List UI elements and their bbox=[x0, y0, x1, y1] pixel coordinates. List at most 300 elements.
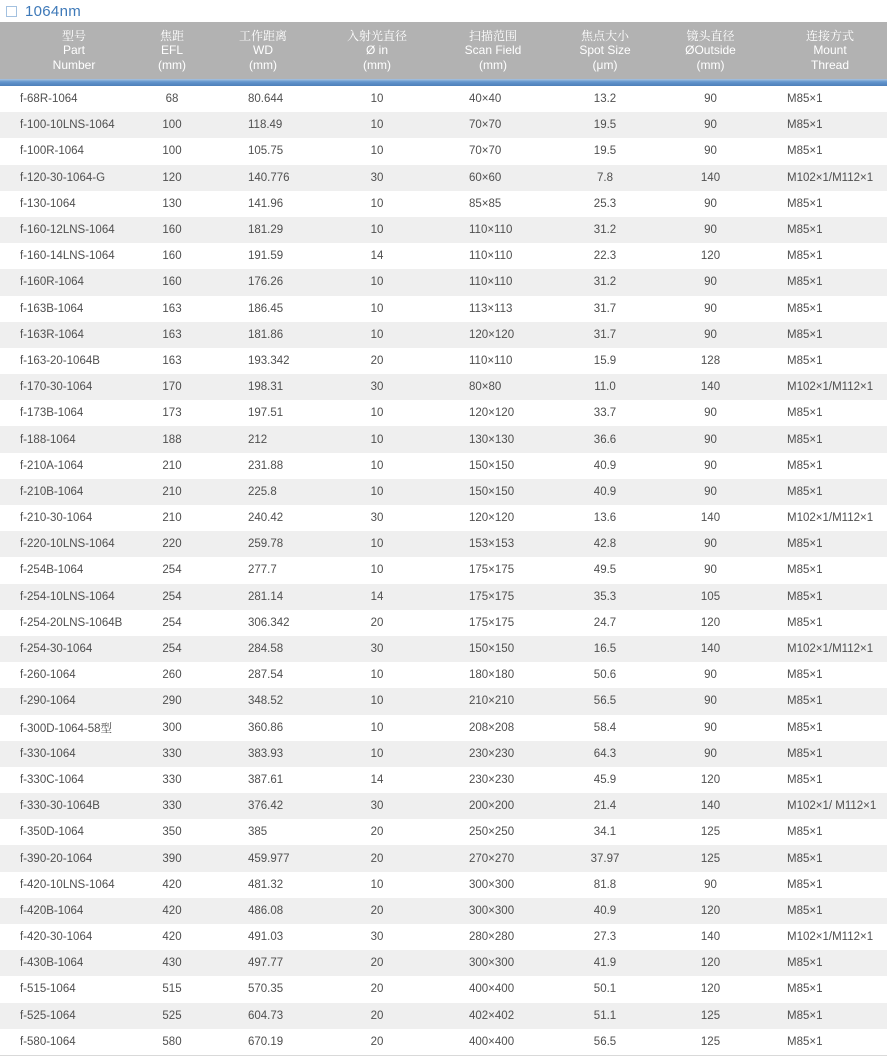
table-row bbox=[0, 819, 887, 845]
column-header-mount-thread: 连接方式 Mount Thread bbox=[805, 28, 854, 72]
table-cell: 160 bbox=[162, 276, 182, 289]
table-cell: M85×1 bbox=[787, 328, 823, 341]
table-cell: 90 bbox=[704, 276, 717, 289]
table-row bbox=[0, 191, 887, 217]
table-cell: f-254-30-1064 bbox=[20, 643, 93, 656]
table-cell: M85×1 bbox=[787, 302, 823, 315]
table-cell: 20 bbox=[370, 852, 384, 865]
table-cell: f-100R-1064 bbox=[20, 145, 84, 158]
table-row bbox=[0, 1003, 887, 1029]
table-cell: 10 bbox=[370, 747, 384, 760]
table-cell: 14 bbox=[370, 773, 384, 786]
table-cell: 37.97 bbox=[590, 852, 620, 865]
table-cell: 7.8 bbox=[597, 171, 613, 184]
table-cell: 125 bbox=[700, 826, 721, 839]
table-cell: 163 bbox=[162, 328, 182, 341]
table-cell: 70×70 bbox=[469, 119, 502, 132]
table-cell: 10 bbox=[370, 407, 384, 420]
table-cell: 300×300 bbox=[469, 904, 515, 917]
table-cell: 80×80 bbox=[469, 381, 502, 394]
table-cell: 385 bbox=[248, 826, 268, 839]
table-row bbox=[0, 557, 887, 583]
table-cell: 14 bbox=[370, 590, 384, 603]
table-cell: f-390-20-1064 bbox=[20, 852, 93, 865]
table-row bbox=[0, 165, 887, 191]
table-cell: 80.644 bbox=[248, 93, 284, 106]
table-cell: 56.5 bbox=[593, 695, 617, 708]
table-cell: 170 bbox=[162, 381, 182, 394]
table-cell: 13.2 bbox=[593, 93, 617, 106]
table-cell: 10 bbox=[370, 328, 384, 341]
table-cell: f-210A-1064 bbox=[20, 459, 84, 472]
column-header-part-number: 型号 Part Number bbox=[52, 28, 96, 72]
table-cell: 160 bbox=[162, 224, 182, 237]
table-cell: M85×1 bbox=[787, 826, 823, 839]
table-row bbox=[0, 610, 887, 636]
table-cell: 376.42 bbox=[248, 800, 284, 813]
table-cell: 51.1 bbox=[593, 1009, 617, 1022]
table-cell: 30 bbox=[370, 381, 384, 394]
table-cell: 10 bbox=[370, 538, 384, 551]
table-cell: 15.9 bbox=[593, 354, 617, 367]
table-cell: 30 bbox=[370, 171, 384, 184]
table-cell: 290 bbox=[162, 695, 182, 708]
table-cell: M85×1 bbox=[787, 616, 823, 629]
table-cell: f-350D-1064 bbox=[20, 826, 84, 839]
table-cell: 20 bbox=[370, 616, 384, 629]
table-cell: f-420-10LNS-1064 bbox=[20, 878, 115, 891]
table-cell: 300×300 bbox=[469, 878, 515, 891]
table-cell: 210×210 bbox=[469, 695, 515, 708]
table-cell: 670.19 bbox=[248, 1035, 284, 1048]
table-cell: 360.86 bbox=[248, 721, 284, 734]
table-header-row bbox=[0, 22, 887, 79]
table-cell: 306.342 bbox=[248, 616, 290, 629]
header-divider-bar bbox=[0, 79, 887, 86]
table-cell: 85×85 bbox=[469, 197, 502, 210]
table-cell: 60×60 bbox=[469, 171, 502, 184]
table-cell: 150×150 bbox=[469, 459, 515, 472]
table-cell: 491.03 bbox=[248, 931, 284, 944]
table-cell: 225.8 bbox=[248, 485, 277, 498]
table-cell: 140.776 bbox=[248, 171, 290, 184]
section-title-label: 1064nm bbox=[25, 2, 82, 20]
column-header-scan-field: 扫描范围 Scan Field (mm) bbox=[464, 28, 522, 72]
table-cell: M85×1 bbox=[787, 773, 823, 786]
table-row bbox=[0, 217, 887, 243]
table-cell: 197.51 bbox=[248, 407, 284, 420]
table-body bbox=[0, 86, 887, 1056]
table-cell: 20 bbox=[370, 354, 384, 367]
table-cell: 50.6 bbox=[593, 669, 617, 682]
table-cell: 208×208 bbox=[469, 721, 515, 734]
table-cell: 198.31 bbox=[248, 381, 284, 394]
table-cell: 11.0 bbox=[594, 381, 616, 394]
table-cell: 175×175 bbox=[469, 590, 515, 603]
table-cell: M85×1 bbox=[787, 957, 823, 970]
table-cell: 604.73 bbox=[248, 1009, 284, 1022]
table-cell: f-210-30-1064 bbox=[20, 512, 93, 525]
table-row bbox=[0, 426, 887, 452]
table-cell: M85×1 bbox=[787, 904, 823, 917]
table-cell: 140 bbox=[700, 643, 721, 656]
table-cell: 81.8 bbox=[593, 878, 617, 891]
table-cell: 90 bbox=[704, 145, 717, 158]
table-cell: 10 bbox=[370, 459, 384, 472]
table-cell: 120 bbox=[700, 957, 721, 970]
table-cell: 300 bbox=[162, 721, 182, 734]
table-cell: 193.342 bbox=[248, 354, 290, 367]
table-cell: 330 bbox=[162, 747, 182, 760]
table-cell: 10 bbox=[370, 197, 384, 210]
table-cell: 20 bbox=[370, 983, 384, 996]
column-header-wd: 工作距离 WD (mm) bbox=[238, 28, 287, 72]
table-cell: 277.7 bbox=[248, 564, 277, 577]
table-cell: 186.45 bbox=[248, 302, 284, 315]
table-cell: f-254B-1064 bbox=[20, 564, 84, 577]
table-cell: 390 bbox=[162, 852, 182, 865]
table-row bbox=[0, 400, 887, 426]
table-cell: 580 bbox=[162, 1035, 182, 1048]
table-cell: M85×1 bbox=[787, 119, 823, 132]
table-cell: 40.9 bbox=[593, 459, 617, 472]
table-cell: 348.52 bbox=[248, 695, 284, 708]
table-row bbox=[0, 374, 887, 400]
table-cell: 10 bbox=[370, 695, 384, 708]
table-cell: 110×110 bbox=[469, 224, 513, 237]
table-cell: 100 bbox=[162, 145, 182, 158]
table-cell: 330 bbox=[162, 773, 182, 786]
table-cell: f-210B-1064 bbox=[20, 485, 84, 498]
section-title bbox=[0, 0, 887, 22]
table-cell: 130 bbox=[162, 197, 182, 210]
table-cell: 163 bbox=[162, 302, 182, 315]
table-cell: M85×1 bbox=[787, 1009, 823, 1022]
table-row bbox=[0, 296, 887, 322]
table-cell: 150×150 bbox=[469, 643, 515, 656]
table-cell: 90 bbox=[704, 695, 717, 708]
table-cell: 430 bbox=[162, 957, 182, 970]
table-cell: 90 bbox=[704, 224, 717, 237]
table-cell: 420 bbox=[162, 878, 182, 891]
table-cell: 24.7 bbox=[593, 616, 617, 629]
table-cell: M85×1 bbox=[787, 459, 823, 472]
table-cell: 25.3 bbox=[593, 197, 617, 210]
table-row bbox=[0, 793, 887, 819]
table-cell: 31.7 bbox=[593, 302, 617, 315]
table-cell: f-430B-1064 bbox=[20, 957, 84, 970]
table-cell: f-100-10LNS-1064 bbox=[20, 119, 115, 132]
table-cell: 20 bbox=[370, 1035, 384, 1048]
table-cell: M85×1 bbox=[787, 433, 823, 446]
table-cell: 300×300 bbox=[469, 957, 515, 970]
table-cell: f-330-1064 bbox=[20, 747, 76, 760]
table-cell: 110×110 bbox=[469, 250, 513, 263]
table-cell: M85×1 bbox=[787, 224, 823, 237]
table-cell: f-254-20LNS-1064B bbox=[20, 616, 123, 629]
table-cell: 181.29 bbox=[248, 224, 284, 237]
column-header-spot-size: 焦点大小 Spot Size (μm) bbox=[579, 28, 631, 72]
table-cell: 175×175 bbox=[469, 564, 515, 577]
table-cell: M85×1 bbox=[787, 250, 823, 263]
table-row bbox=[0, 845, 887, 871]
table-row bbox=[0, 1029, 887, 1055]
table-row bbox=[0, 479, 887, 505]
table-cell: 68 bbox=[165, 93, 179, 106]
table-row bbox=[0, 976, 887, 1002]
table-cell: 120×120 bbox=[469, 328, 515, 341]
table-cell: f-515-1064 bbox=[20, 983, 76, 996]
column-header-input-diameter: 入射光直径 Ø in (mm) bbox=[346, 28, 407, 72]
table-cell: 49.5 bbox=[593, 564, 617, 577]
table-cell: f-420-30-1064 bbox=[20, 931, 93, 944]
table-cell: 33.7 bbox=[593, 407, 617, 420]
table-cell: f-163R-1064 bbox=[20, 328, 84, 341]
table-cell: 254 bbox=[162, 616, 182, 629]
table-cell: 10 bbox=[370, 119, 384, 132]
table-cell: 497.77 bbox=[248, 957, 284, 970]
table-cell: f-420B-1064 bbox=[20, 904, 84, 917]
table-cell: 31.2 bbox=[593, 224, 617, 237]
checkbox-bullet-icon bbox=[6, 6, 17, 17]
table-cell: 525 bbox=[162, 1009, 182, 1022]
table-cell: 210 bbox=[162, 459, 182, 472]
table-cell: 16.5 bbox=[593, 643, 617, 656]
table-cell: M85×1 bbox=[787, 590, 823, 603]
table-cell: 100 bbox=[162, 119, 182, 132]
table-cell: 120 bbox=[700, 250, 721, 263]
table-cell: 120 bbox=[700, 773, 721, 786]
table-cell: 40.9 bbox=[593, 904, 617, 917]
table-cell: 173 bbox=[162, 407, 182, 420]
table-cell: 254 bbox=[162, 590, 182, 603]
table-cell: f-330C-1064 bbox=[20, 773, 84, 786]
table-cell: 140 bbox=[700, 512, 721, 525]
table-row bbox=[0, 505, 887, 531]
table-cell: M85×1 bbox=[787, 276, 823, 289]
table-cell: f-163B-1064 bbox=[20, 302, 84, 315]
table-cell: 515 bbox=[162, 983, 182, 996]
table-cell: 141.96 bbox=[248, 197, 284, 210]
table-cell: 50.1 bbox=[593, 983, 617, 996]
table-cell: 20 bbox=[370, 1009, 384, 1022]
table-cell: 90 bbox=[704, 197, 717, 210]
table-row bbox=[0, 584, 887, 610]
table-cell: 280×280 bbox=[469, 931, 515, 944]
table-row bbox=[0, 269, 887, 295]
table-cell: 459.977 bbox=[248, 852, 290, 865]
table-cell: M85×1 bbox=[787, 93, 823, 106]
table-cell: 90 bbox=[704, 538, 717, 551]
table-cell: 240.42 bbox=[248, 512, 284, 525]
table-row bbox=[0, 872, 887, 898]
table-cell: 30 bbox=[370, 931, 384, 944]
table-cell: 90 bbox=[704, 93, 717, 106]
table-cell: 10 bbox=[370, 93, 384, 106]
table-cell: 570.35 bbox=[248, 983, 284, 996]
table-cell: 90 bbox=[704, 564, 717, 577]
table-row bbox=[0, 898, 887, 924]
table-cell: 10 bbox=[370, 276, 384, 289]
table-cell: M85×1 bbox=[787, 878, 823, 891]
table-row bbox=[0, 950, 887, 976]
table-cell: 20 bbox=[370, 826, 384, 839]
table-cell: 153×153 bbox=[469, 538, 515, 551]
table-cell: 90 bbox=[704, 328, 717, 341]
table-cell: 10 bbox=[370, 564, 384, 577]
table-cell: 181.86 bbox=[248, 328, 284, 341]
table-cell: f-220-10LNS-1064 bbox=[20, 538, 115, 551]
table-row bbox=[0, 348, 887, 374]
table-cell: 90 bbox=[704, 747, 717, 760]
table-cell: 270×270 bbox=[469, 852, 515, 865]
table-cell: 140 bbox=[700, 800, 721, 813]
table-cell: 188 bbox=[162, 433, 182, 446]
table-row bbox=[0, 138, 887, 164]
table-cell: 42.8 bbox=[593, 538, 617, 551]
table-cell: f-188-1064 bbox=[20, 433, 76, 446]
table-cell: f-160R-1064 bbox=[20, 276, 84, 289]
table-cell: M85×1 bbox=[787, 564, 823, 577]
table-cell: 41.9 bbox=[593, 957, 617, 970]
table-cell: 90 bbox=[704, 721, 717, 734]
table-cell: f-290-1064 bbox=[20, 695, 76, 708]
table-row bbox=[0, 243, 887, 269]
table-cell: 387.61 bbox=[248, 773, 284, 786]
table-cell: 191.59 bbox=[248, 250, 284, 263]
table-cell: 481.32 bbox=[248, 878, 284, 891]
table-cell: 231.88 bbox=[248, 459, 284, 472]
table-cell: 160 bbox=[162, 250, 182, 263]
table-cell: 118.49 bbox=[248, 119, 283, 132]
table-cell: f-160-14LNS-1064 bbox=[20, 250, 115, 263]
table-cell: 10 bbox=[370, 485, 384, 498]
table-cell: 125 bbox=[700, 1009, 721, 1022]
table-cell: 20 bbox=[370, 904, 384, 917]
table-cell: 10 bbox=[370, 433, 384, 446]
table-cell: M85×1 bbox=[787, 695, 823, 708]
table-cell: f-130-1064 bbox=[20, 197, 76, 210]
table-row bbox=[0, 322, 887, 348]
table-cell: M85×1 bbox=[787, 354, 823, 367]
table-cell: 220 bbox=[162, 538, 182, 551]
table-cell: f-300D-1064-58型 bbox=[20, 722, 113, 735]
table-cell: 259.78 bbox=[248, 538, 284, 551]
table-row bbox=[0, 86, 887, 112]
table-cell: 400×400 bbox=[469, 1035, 515, 1048]
table-cell: 20 bbox=[370, 957, 384, 970]
table-cell: 140 bbox=[700, 171, 721, 184]
table-cell: 35.3 bbox=[593, 590, 617, 603]
table-cell: 350 bbox=[162, 826, 182, 839]
table-cell: 14 bbox=[370, 250, 384, 263]
table-row bbox=[0, 688, 887, 714]
table-cell: 105 bbox=[700, 590, 721, 603]
table-row bbox=[0, 531, 887, 557]
table-cell: 105.75 bbox=[248, 145, 284, 158]
column-header-outside-diameter: 镜头直径 ØOutside (mm) bbox=[685, 28, 736, 72]
table-cell: 30 bbox=[370, 512, 384, 525]
table-cell: f-260-1064 bbox=[20, 669, 76, 682]
table-cell: 210 bbox=[162, 512, 182, 525]
table-cell: 230×230 bbox=[469, 773, 515, 786]
table-cell: M85×1 bbox=[787, 538, 823, 551]
table-cell: 10 bbox=[370, 669, 384, 682]
column-header-efl: 焦距 EFL (mm) bbox=[158, 28, 186, 72]
table-cell: 254 bbox=[162, 564, 182, 577]
table-cell: 10 bbox=[370, 302, 384, 315]
table-cell: M85×1 bbox=[787, 852, 823, 865]
table-cell: 130×130 bbox=[469, 433, 515, 446]
table-cell: f-120-30-1064-G bbox=[20, 171, 106, 184]
table-cell: f-330-30-1064B bbox=[20, 800, 100, 813]
table-cell: M102×1/M112×1 bbox=[787, 643, 874, 656]
table-cell: 210 bbox=[162, 485, 182, 498]
table-cell: 90 bbox=[704, 119, 717, 132]
table-cell: M85×1 bbox=[787, 983, 823, 996]
table-cell: 383.93 bbox=[248, 747, 284, 760]
table-cell: 30 bbox=[370, 643, 384, 656]
table-cell: f-173B-1064 bbox=[20, 407, 84, 420]
table-cell: 10 bbox=[370, 878, 384, 891]
table-row bbox=[0, 741, 887, 767]
table-cell: M85×1 bbox=[787, 407, 823, 420]
table-cell: 128 bbox=[700, 354, 721, 367]
table-cell: M85×1 bbox=[787, 485, 823, 498]
table-cell: 250×250 bbox=[469, 826, 515, 839]
table-cell: 281.14 bbox=[248, 590, 284, 603]
table-cell: 150×150 bbox=[469, 485, 515, 498]
table-cell: 120 bbox=[162, 171, 182, 184]
table-cell: 176.26 bbox=[248, 276, 284, 289]
table-cell: 330 bbox=[162, 800, 182, 813]
table-row bbox=[0, 662, 887, 688]
table-cell: 34.1 bbox=[593, 826, 617, 839]
table-cell: M102×1/M112×1 bbox=[787, 931, 874, 944]
table-cell: 58.4 bbox=[593, 721, 617, 734]
table-cell: 113×113 bbox=[469, 302, 513, 315]
table-row bbox=[0, 715, 887, 741]
table-cell: 90 bbox=[704, 669, 717, 682]
table-cell: 19.5 bbox=[593, 145, 617, 158]
table-cell: 27.3 bbox=[593, 931, 617, 944]
table-cell: 90 bbox=[704, 459, 717, 472]
table-cell: 64.3 bbox=[593, 747, 617, 760]
table-cell: 120×120 bbox=[469, 407, 515, 420]
table-cell: 31.7 bbox=[593, 328, 617, 341]
table-cell: 10 bbox=[370, 145, 384, 158]
table-cell: f-525-1064 bbox=[20, 1009, 76, 1022]
table-cell: M85×1 bbox=[787, 721, 823, 734]
table-cell: 31.2 bbox=[593, 276, 617, 289]
table-cell: M102×1/M112×1 bbox=[787, 381, 874, 394]
table-cell: 120 bbox=[700, 616, 721, 629]
table-cell: 120 bbox=[700, 983, 721, 996]
table-cell: 36.6 bbox=[593, 433, 617, 446]
table-cell: f-163-20-1064B bbox=[20, 354, 100, 367]
table-cell: 90 bbox=[704, 407, 717, 420]
table-cell: 90 bbox=[704, 485, 717, 498]
table-cell: 110×110 bbox=[469, 354, 513, 367]
table-cell: 13.6 bbox=[593, 512, 617, 525]
table-cell: 22.3 bbox=[593, 250, 617, 263]
table-cell: 400×400 bbox=[469, 983, 515, 996]
table-cell: 120×120 bbox=[469, 512, 515, 525]
table-cell: 486.08 bbox=[248, 904, 284, 917]
table-row bbox=[0, 636, 887, 662]
table-cell: 110×110 bbox=[469, 276, 513, 289]
table-row bbox=[0, 924, 887, 950]
